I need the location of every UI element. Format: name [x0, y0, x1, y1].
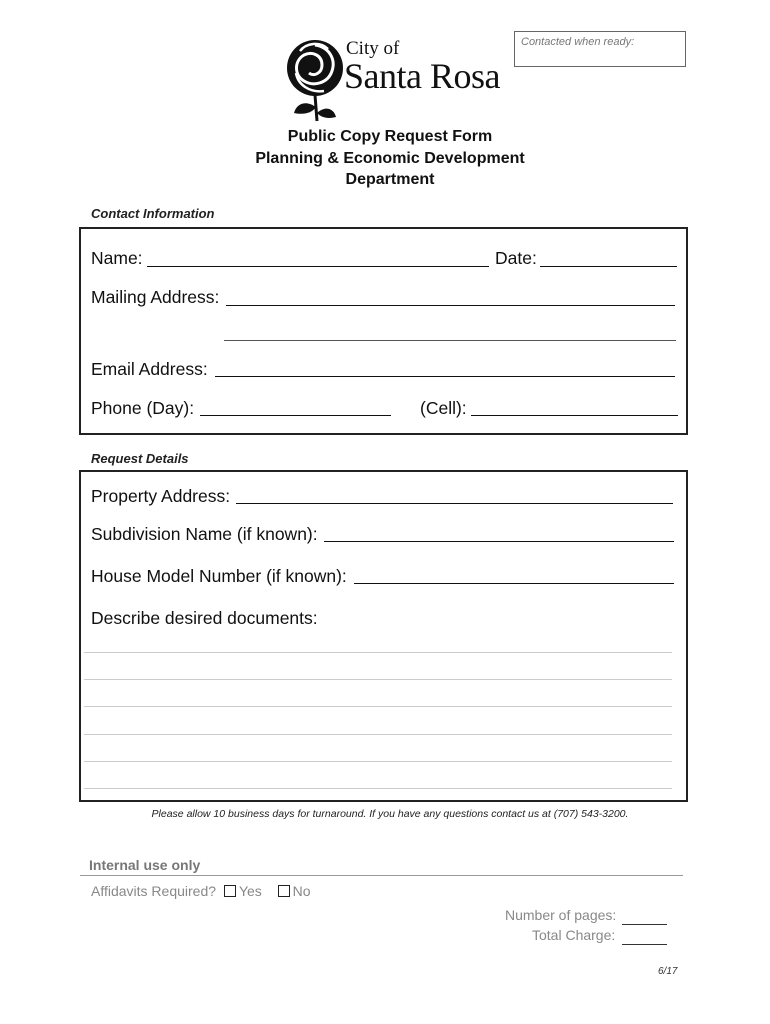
mailing-address-input[interactable] [226, 305, 675, 306]
internal-divider [80, 875, 683, 876]
documents-line[interactable] [84, 652, 672, 653]
house-model-input[interactable] [354, 583, 674, 584]
name-input[interactable] [147, 266, 489, 267]
phone-cell-input[interactable] [471, 415, 678, 416]
request-details-box [79, 470, 688, 802]
documents-line[interactable] [84, 788, 672, 789]
property-address-label: Property Address: [91, 486, 231, 506]
documents-line[interactable] [84, 706, 672, 707]
subdivision-name-label: Subdivision Name (if known): [91, 524, 318, 544]
contact-section-label: Contact Information [91, 206, 215, 221]
mailing-address-label: Mailing Address: [91, 287, 220, 307]
yes-checkbox[interactable] [224, 885, 236, 897]
date-label: Date: [495, 248, 537, 268]
turnaround-note: Please allow 10 business days for turnaround. If you have any questions contact us at (707) 543-3200. [151, 808, 629, 820]
mailing-address-input-line2[interactable] [224, 340, 676, 341]
request-section-label: Request Details [91, 451, 189, 466]
describe-documents-label: Describe desired documents: [91, 608, 318, 628]
email-address-label: Email Address: [91, 359, 208, 379]
house-model-label: House Model Number (if known): [91, 566, 347, 586]
affidavits-no-option[interactable] [278, 883, 311, 899]
no-checkbox[interactable] [278, 885, 290, 897]
property-address-input[interactable] [236, 503, 673, 504]
phone-day-label: Phone (Day): [91, 398, 195, 418]
documents-line[interactable] [84, 679, 672, 680]
affidavits-label: Affidavits Required? [91, 883, 217, 899]
total-charge-label: Total Charge: [532, 927, 616, 943]
subdivision-name-input[interactable] [324, 541, 674, 542]
affidavits-row [91, 883, 311, 899]
number-of-pages-label: Number of pages: [505, 907, 617, 923]
contacted-when-ready-box[interactable] [514, 31, 686, 67]
phone-day-input[interactable] [200, 415, 391, 416]
contacted-label: Contacted when ready: [521, 36, 635, 48]
form-subtitle-line1: Planning & Economic Development [255, 150, 525, 167]
rose-icon [287, 40, 343, 121]
documents-line[interactable] [84, 734, 672, 735]
logo-text-santa-rosa: Santa Rosa [344, 56, 500, 96]
date-input[interactable] [540, 266, 677, 267]
form-subtitle-line2: Department [345, 171, 435, 188]
revision-date: 6/17 [658, 966, 678, 977]
number-of-pages-input[interactable] [622, 924, 667, 925]
phone-cell-label: (Cell): [420, 398, 467, 418]
internal-use-label: Internal use only [89, 857, 201, 873]
name-label: Name: [91, 248, 143, 268]
form-title: Public Copy Request Form [287, 128, 493, 145]
logo-text-city-of: City of [346, 38, 400, 59]
yes-label: Yes [238, 883, 262, 899]
documents-line[interactable] [84, 761, 672, 762]
affidavits-yes-option[interactable] [224, 883, 262, 899]
email-address-input[interactable] [215, 376, 675, 377]
no-label: No [292, 883, 311, 899]
total-charge-input[interactable] [622, 944, 667, 945]
